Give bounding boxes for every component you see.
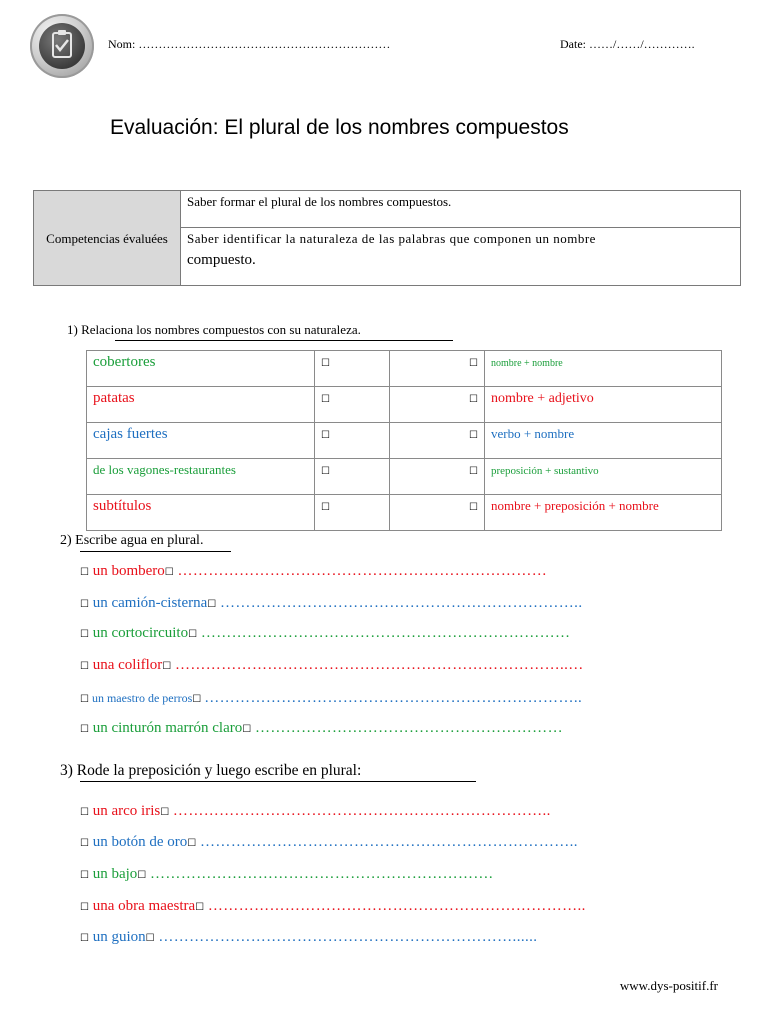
answer-dots[interactable]: ………………………………………………………………..	[204, 690, 583, 706]
nature-nombre-nombre: nombre + nombre	[491, 358, 563, 369]
checkbox-cell[interactable]	[390, 459, 485, 495]
list-item[interactable]	[80, 898, 586, 915]
checkbox-icon[interactable]: ☐	[80, 902, 89, 913]
item-label: un camión-cisterna	[88, 595, 208, 611]
checkbox-icon[interactable]: ☐	[80, 807, 89, 818]
answer-dots[interactable]: ………………………………………………………….	[150, 866, 493, 882]
item-label: un arco iris	[88, 803, 161, 819]
checkbox-icon[interactable]: ☐	[469, 502, 478, 513]
checkbox-cell[interactable]	[390, 423, 485, 459]
checkbox-cell[interactable]	[390, 495, 485, 531]
nature-cell	[485, 423, 722, 459]
competencia-1-text: Saber formar el plural de los nombres compuestos.	[187, 194, 452, 209]
word-cell	[87, 351, 315, 387]
item-label: una obra maestra	[88, 898, 196, 914]
answer-dots[interactable]: ………………………………………………………………	[177, 563, 548, 579]
checkbox-cell[interactable]	[315, 495, 390, 531]
checkbox-icon[interactable]: ☐	[80, 724, 89, 735]
checkbox-icon: ☐	[164, 567, 174, 578]
competencias-heading	[34, 191, 181, 286]
answer-dots[interactable]: ……………………………………………………………..	[219, 595, 583, 611]
checkbox-icon[interactable]: ☐	[80, 599, 89, 610]
checkbox-icon[interactable]: ☐	[321, 394, 330, 405]
nature-cell	[485, 351, 722, 387]
clipboard-icon	[39, 23, 85, 69]
page-title: Evaluación: El plural de los nombres compuestos	[110, 116, 569, 139]
list-item[interactable]	[80, 834, 578, 851]
section2-underline	[80, 551, 231, 552]
checkbox-icon[interactable]: ☐	[321, 466, 330, 477]
section3-underline	[80, 781, 476, 782]
nature-verbo-nombre: verbo + nombre	[491, 426, 575, 441]
nature-nombre-prep-nombre: nombre + preposición + nombre	[491, 498, 659, 513]
answer-dots[interactable]: ………………………………………………………………	[200, 625, 571, 641]
checkbox-icon[interactable]: ☐	[469, 394, 478, 405]
checkbox-cell[interactable]	[315, 423, 390, 459]
list-item[interactable]	[80, 929, 537, 946]
competencia-2-cont: compuesto.	[187, 252, 256, 268]
list-item[interactable]	[80, 866, 493, 883]
checkbox-icon: ☐	[242, 724, 252, 735]
nature-cell	[485, 459, 722, 495]
checkbox-cell[interactable]	[390, 387, 485, 423]
word-cell	[87, 495, 315, 531]
competencia-2-text: Saber identificar la naturaleza de las palabras que componen un nombre	[187, 231, 596, 246]
checkbox-cell[interactable]	[315, 387, 390, 423]
competencia-2	[181, 228, 741, 286]
word-subtitulos: subtítulos	[93, 498, 152, 514]
competencias-heading-text: Competencias évaluées	[46, 230, 168, 246]
item-label: un cortocircuito	[88, 625, 189, 641]
word-cell	[87, 387, 315, 423]
table-row	[87, 387, 722, 423]
date-field[interactable]: Date: ……/……/………….	[560, 37, 695, 51]
checkbox-icon[interactable]: ☐	[321, 502, 330, 513]
section2-title: 2) Escribe agua en plural.	[60, 533, 204, 548]
item-label: un bombero	[88, 563, 165, 579]
relation-table	[86, 350, 722, 531]
table-row	[87, 423, 722, 459]
list-item[interactable]	[80, 595, 582, 612]
item-label: un bajo	[88, 866, 138, 882]
list-item[interactable]	[80, 657, 584, 674]
word-cobertores: cobertores	[93, 354, 156, 370]
section1-title: 1) Relaciona los nombres compuestos con su naturaleza.	[67, 322, 361, 337]
name-field[interactable]: Nom: ………………………………………………………	[108, 37, 391, 51]
table-row	[87, 351, 722, 387]
competencia-1	[181, 191, 741, 228]
checkbox-cell[interactable]	[315, 459, 390, 495]
checkbox-icon[interactable]: ☐	[321, 430, 330, 441]
item-label: un guion	[88, 929, 146, 945]
list-item[interactable]	[80, 563, 547, 580]
answer-dots[interactable]: ………………………………………………………………..	[172, 803, 551, 819]
item-label: un botón de oro	[88, 834, 188, 850]
list-item[interactable]	[80, 803, 551, 820]
checkbox-icon[interactable]: ☐	[80, 661, 89, 672]
answer-dots[interactable]: ………………………………………………………………..	[200, 834, 578, 850]
competencias-table	[33, 190, 741, 286]
list-item[interactable]	[80, 690, 582, 707]
list-item[interactable]	[80, 720, 563, 737]
checkbox-icon[interactable]: ☐	[469, 430, 478, 441]
nature-preposicion-sustantivo: preposición + sustantivo	[491, 465, 599, 477]
checkbox-icon[interactable]: ☐	[80, 629, 89, 640]
checkbox-icon[interactable]: ☐	[469, 466, 478, 477]
checkbox-icon[interactable]: ☐	[80, 933, 89, 944]
footer-url[interactable]: www.dys-positif.fr	[619, 978, 718, 993]
item-label: una coliflor	[88, 657, 163, 673]
nature-cell	[485, 387, 722, 423]
checkbox-icon[interactable]: ☐	[80, 567, 89, 578]
answer-dots[interactable]: ……………………………………………………………......	[158, 929, 538, 945]
table-row	[87, 495, 722, 531]
checkbox-cell[interactable]	[315, 351, 390, 387]
checkbox-icon: ☐	[188, 629, 198, 640]
nature-nombre-adjetivo: nombre + adjetivo	[491, 391, 594, 406]
word-cell	[87, 423, 315, 459]
nature-cell	[485, 495, 722, 531]
checkbox-icon[interactable]: ☐	[80, 694, 89, 705]
item-label: un maestro de perros	[88, 691, 193, 705]
checkbox-icon: ☐	[137, 870, 147, 881]
checkbox-icon: ☐	[187, 838, 197, 849]
checkbox-icon: ☐	[160, 807, 170, 818]
checkbox-icon: ☐	[162, 661, 172, 672]
answer-dots[interactable]: …………………………………………………………………..…	[175, 657, 584, 673]
answer-dots[interactable]: ………………………………………………………………..	[207, 898, 586, 914]
checkbox-icon[interactable]: ☐	[321, 358, 330, 369]
section3-title: 3) Rode la preposición y luego escribe en plural:	[60, 762, 362, 779]
table-row	[87, 459, 722, 495]
word-vagones-restaurantes: de los vagones-restaurantes	[93, 462, 236, 477]
checkbox-cell[interactable]	[390, 351, 485, 387]
checkbox-icon[interactable]: ☐	[469, 358, 478, 369]
word-cajas-fuertes: cajas fuertes	[93, 426, 168, 442]
section1-underline	[115, 340, 453, 341]
word-patatas: patatas	[93, 390, 135, 406]
checkbox-icon: ☐	[195, 902, 205, 913]
clipboard-logo-icon	[30, 14, 94, 78]
word-cell	[87, 459, 315, 495]
checkbox-icon: ☐	[145, 933, 155, 944]
checkbox-icon[interactable]: ☐	[80, 838, 89, 849]
checkbox-icon: ☐	[207, 599, 217, 610]
answer-dots[interactable]: ……………………………………………………	[254, 720, 563, 736]
list-item[interactable]	[80, 625, 570, 642]
checkbox-icon: ☐	[192, 694, 202, 705]
checkbox-icon[interactable]: ☐	[80, 870, 89, 881]
item-label: un cinturón marrón claro	[88, 720, 243, 736]
